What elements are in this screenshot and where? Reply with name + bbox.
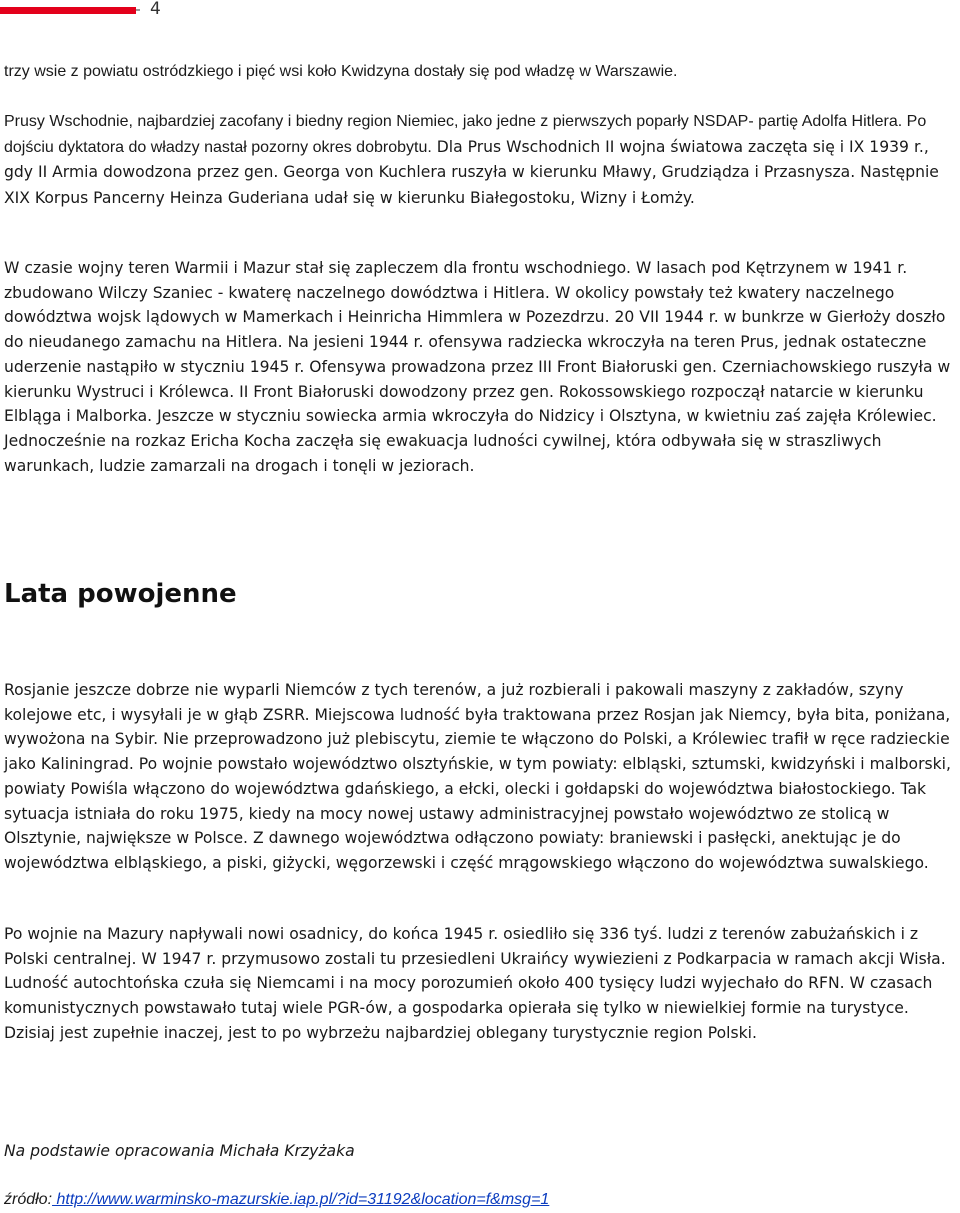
source-link[interactable]: http://www.warminsko-mazurskie.iap.pl/?id=31192&location=f&msg=1: [52, 1191, 550, 1208]
page-header: [0, 0, 960, 26]
section-heading: Lata powojenne: [4, 579, 237, 609]
author-signature: Na podstawie opracowania Michała Krzyżaka: [4, 1142, 355, 1160]
paragraph-war-text: W czasie wojny teren Warmii i Mazur stał się zapleczem dla frontu wschodniego. W lasach pod Kętrzynem w 1941 r. zbudowano Wilczy Szaniec - kwaterę naczelnego dowództwa i Hitlera. W okolicy powstały też kwatery naczelnego dowództwa wojsk lądowych w Mamerkach i Heinricha Himmlera w Pozezdrzu. 20 VII 1944 r. w bunkrze w Gierłoży doszło do nieudanego zamachu na Hitlera. Na jesieni 1944 r. ofensywa radziecka wkroczyła na teren Prus, jednak ostateczne uderzenie nastąpiło w styczniu 1945 r. Ofensywa prowadzona przez III Front Białoruski gen. Czerniachowskiego ruszyła w kierunku Wystruci i Królewca. II Front Białoruski dowodzony przez gen. Rokossowskiego rozpoczął natarcie w kierunku Elbląga i Malborka. Jeszcze w styczniu sowiecka armia wkroczyła do Nidzicy i Olsztyna, w kwietniu zaś zajęła Królewiec. Jednocześnie na rozkaz Ericha Kocha zaczęła się ewakuacja ludności cywilnej, która odbywała się w straszliwych warunkach, ludzie zamarzali na drogach i tonęli w jeziorach.: [4, 259, 951, 475]
source-line: [4, 1188, 549, 1212]
paragraph-intro: [4, 60, 960, 85]
paragraph-prussia-text-b: Dla Prus Wschodnich II wojna światowa zaczęta się i IX 1939 r., gdy II Armia dowodzona przez gen. Georga von Kuchlera ruszyła w kierunku Mławy, Grudziądza i Przasnysza. Następnie XIX Korpus Pancerny Heinza Guderiana udał się w kierunku Białegostoku, Wizny i Łomży.: [4, 137, 939, 208]
paragraph-postwar-text: Rosjanie jeszcze dobrze nie wyparli Niemców z tych terenów, a już rozbierali i pakowali maszyny z zakładów, szyny kolejowe etc, i wysyłali je w głąb ZSRR. Miejscowa ludność była traktowana przez Rosjan jak Niemcy, była bita, poniżana, wywożona na Sybir. Nie przeprowadzono już plebiscytu, ziemie te włączono do Polski, a Królewiec trafił w ręce radzieckie jako Kaliningrad. Po wojnie powstało województwo olsztyńskie, w tym powiaty: elbląski, sztumski, kwidzyński i malborski, powiaty Powiśla włączono do województwa gdańskiego, a ełcki, olecki i gołdapski do województwa białostockiego. Tak sytuacja istniała do roku 1975, kiedy na mocy nowej ustawy administracyjnej powstało województwo ze stolicą w Olsztynie, największe w Polsce. Z dawnego województwa odłączono powiaty: braniewski i pasłęcki, anektując je do województwa elbląskiego, a piski, giżycki, węgorzewski i część mrągowskiego włączono do województwa suwalskiego.: [4, 681, 951, 872]
source-label: źródło:: [4, 1191, 53, 1208]
paragraph-intro-text: trzy wsie z powiatu ostródzkiego i pięć wsi koło Kwidzyna dostały się pod władzę w Warszawie.: [4, 63, 678, 80]
header-grey-rule: [136, 9, 140, 11]
paragraph-prussia-text-a: Prusy Wschodnie, najbardziej zacofany i biedny region Niemiec, jako jedne z pierwszych poparły NSDAP- partię Adolfa Hitlera. Po dojściu dyktatora do władzy nastał pozorny okres dobrobytu.: [4, 113, 927, 156]
paragraph-postwar: [4, 678, 960, 876]
header-red-rule: [0, 7, 136, 14]
paragraph-prussia: [4, 110, 960, 212]
paragraph-settlers-text: Po wojnie na Mazury napływali nowi osadnicy, do końca 1945 r. osiedliło się 336 tyś. ludzi z terenów zabużańskich i z Polski centralnej. W 1947 r. przymusowo zostali tu przesiedleni Ukraińcy wywiezieni z Podkarpacia w ramach akcji Wisła. Ludność autochtońska czuła się Niemcami i na mocy porozumień około 400 tysięcy ludzi wyjechało do RFN. W czasach komunistycznych powstawało tutaj wiele PGR-ów, a gospodarka opierała się tylko w niewielkiej formie na turystyce. Dzisiaj jest zupełnie inaczej, jest to po wybrzeżu najbardziej oblegany turystycznie region Polski.: [4, 925, 946, 1042]
paragraph-war: [4, 256, 960, 478]
paragraph-settlers: [4, 922, 960, 1046]
page-number: 4: [150, 0, 161, 19]
